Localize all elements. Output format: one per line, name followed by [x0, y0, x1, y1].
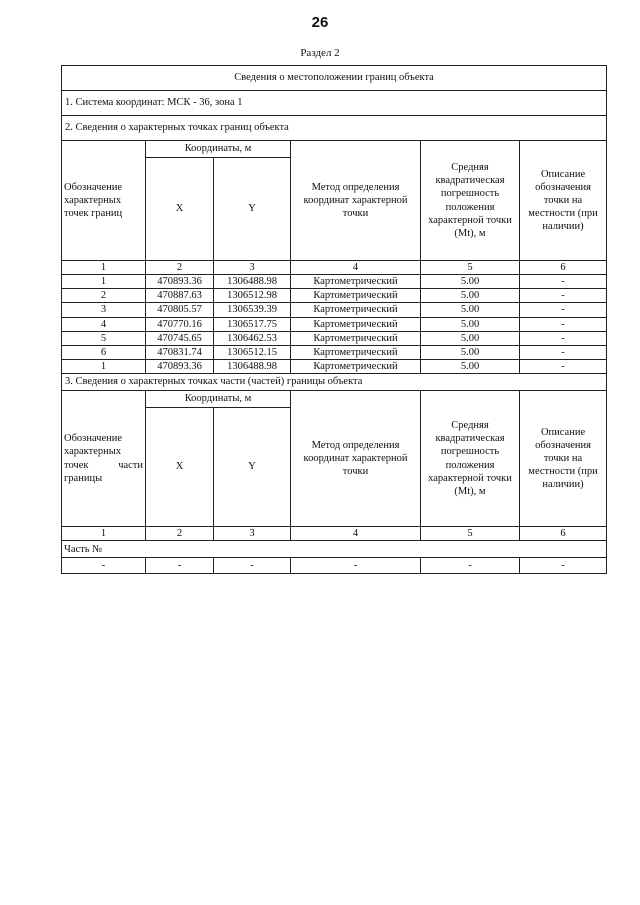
table-row — [62, 303, 607, 317]
table-row — [62, 345, 607, 359]
point-id: 4 — [62, 317, 146, 331]
part-cell: - — [146, 558, 214, 574]
point-y: 1306512.15 — [214, 345, 291, 359]
point-mt: 5.00 — [421, 331, 520, 345]
parts-section-title: 3. Сведения о характерных точках части (частей) границы объекта — [62, 374, 607, 391]
column-number: 1 — [62, 261, 146, 275]
point-y: 1306488.98 — [214, 275, 291, 289]
point-method: Картометрический — [291, 303, 421, 317]
coordinate-system: 1. Система координат: МСК - 36, зона 1 — [62, 91, 607, 116]
table-row — [62, 275, 607, 289]
point-y: 1306512.98 — [214, 289, 291, 303]
point-desc: - — [520, 303, 607, 317]
point-desc: - — [520, 359, 607, 373]
column-number: 3 — [214, 261, 291, 275]
point-desc: - — [520, 275, 607, 289]
header-y-part: Y — [214, 408, 291, 527]
column-number: 1 — [62, 527, 146, 541]
column-number: 4 — [291, 261, 421, 275]
table-row — [62, 558, 607, 574]
point-mt: 5.00 — [421, 359, 520, 373]
column-number: 5 — [421, 527, 520, 541]
point-desc: - — [520, 289, 607, 303]
header-x-part: X — [146, 408, 214, 527]
point-method: Картометрический — [291, 289, 421, 303]
header-coordinates: Координаты, м — [146, 141, 291, 158]
point-x: 470893.36 — [146, 275, 214, 289]
table-row — [62, 331, 607, 345]
point-x: 470887.63 — [146, 289, 214, 303]
column-number-row — [62, 527, 607, 541]
point-y: 1306462.53 — [214, 331, 291, 345]
header-error: Средняя квадратическая погрешность положения характерной точки (Mt), м — [421, 141, 520, 261]
point-x: 470770.16 — [146, 317, 214, 331]
point-id: 1 — [62, 275, 146, 289]
table-row — [62, 317, 607, 331]
point-x: 470745.65 — [146, 331, 214, 345]
header-y: Y — [214, 158, 291, 261]
header-coordinates-part: Координаты, м — [146, 391, 291, 408]
point-mt: 5.00 — [421, 345, 520, 359]
point-method: Картометрический — [291, 331, 421, 345]
boundary-table — [61, 65, 607, 574]
point-y: 1306539.39 — [214, 303, 291, 317]
column-number: 3 — [214, 527, 291, 541]
point-method: Картометрический — [291, 275, 421, 289]
part-cell: - — [421, 558, 520, 574]
header-description: Описание обозначения точки на местности (при наличии) — [520, 141, 607, 261]
point-y: 1306488.98 — [214, 359, 291, 373]
point-method: Картометрический — [291, 317, 421, 331]
point-desc: - — [520, 331, 607, 345]
point-id: 6 — [62, 345, 146, 359]
column-number: 2 — [146, 261, 214, 275]
point-method: Картометрический — [291, 359, 421, 373]
header-designation-part: Обозначение характерных точек части границы — [62, 391, 146, 527]
column-number: 6 — [520, 527, 607, 541]
part-cell: - — [214, 558, 291, 574]
column-number-row — [62, 261, 607, 275]
part-cell: - — [520, 558, 607, 574]
part-cell: - — [62, 558, 146, 574]
section-title: Раздел 2 — [300, 47, 340, 59]
points-section-title: 2. Сведения о характерных точках границ объекта — [62, 116, 607, 141]
point-id: 3 — [62, 303, 146, 317]
part-cell: - — [291, 558, 421, 574]
column-number: 4 — [291, 527, 421, 541]
point-mt: 5.00 — [421, 289, 520, 303]
point-id: 5 — [62, 331, 146, 345]
part-label: Часть № — [62, 541, 607, 558]
table-row — [62, 359, 607, 373]
point-id: 2 — [62, 289, 146, 303]
column-number: 5 — [421, 261, 520, 275]
header-designation: Обозначение характерных точек границ — [62, 141, 146, 261]
table-row — [62, 289, 607, 303]
point-id: 1 — [62, 359, 146, 373]
header-error-part: Средняя квадратическая погрешность положения характерной точки (Mt), м — [421, 391, 520, 527]
point-desc: - — [520, 317, 607, 331]
point-x: 470893.36 — [146, 359, 214, 373]
point-mt: 5.00 — [421, 303, 520, 317]
header-description-part: Описание обозначения точки на местности (при наличии) — [520, 391, 607, 527]
point-mt: 5.00 — [421, 275, 520, 289]
point-y: 1306517.75 — [214, 317, 291, 331]
point-x: 470831.74 — [146, 345, 214, 359]
header-method: Метод определения координат характерной точки — [291, 141, 421, 261]
column-number: 2 — [146, 527, 214, 541]
point-method: Картометрический — [291, 345, 421, 359]
header-method-part: Метод определения координат характерной точки — [291, 391, 421, 527]
table-title: Сведения о местоположении границ объекта — [62, 66, 607, 91]
point-mt: 5.00 — [421, 317, 520, 331]
point-x: 470805.57 — [146, 303, 214, 317]
point-desc: - — [520, 345, 607, 359]
header-x: X — [146, 158, 214, 261]
column-number: 6 — [520, 261, 607, 275]
page-number: 26 — [311, 14, 329, 31]
